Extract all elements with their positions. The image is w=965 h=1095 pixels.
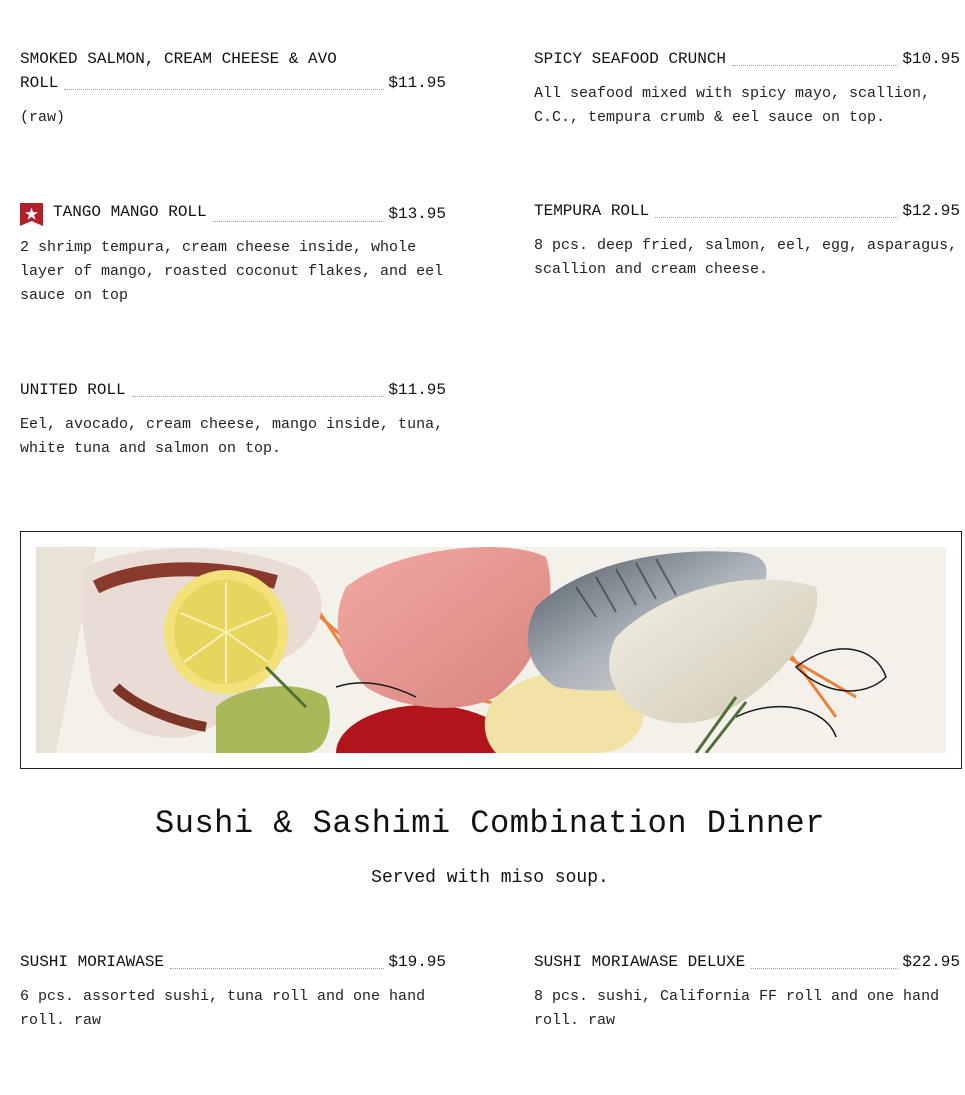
sashimi-platter-photo	[36, 547, 946, 753]
menu-item-tempura-roll	[534, 199, 960, 282]
item-price: $11.95	[388, 74, 446, 92]
star-icon	[20, 203, 43, 226]
item-name: TANGO MANGO ROLL	[53, 203, 207, 221]
photo-frame	[20, 531, 962, 769]
section-subtitle: Served with miso soup.	[371, 868, 609, 888]
section-title: Sushi & Sashimi Combination Dinner	[155, 805, 825, 842]
dot-leader	[732, 65, 898, 66]
menu-item-united-roll	[20, 378, 446, 461]
item-name: TEMPURA ROLL	[534, 202, 650, 220]
menu-item-spicy-seafood-crunch	[534, 47, 960, 130]
item-price: $22.95	[902, 953, 960, 971]
menu-item-smoked-salmon	[20, 47, 446, 130]
item-price: $12.95	[902, 202, 960, 220]
item-description: Eel, avocado, cream cheese, mango inside, tuna, white tuna and salmon on top.	[20, 416, 444, 457]
dot-leader	[213, 221, 385, 222]
item-description: 8 pcs. sushi, California FF roll and one hand roll. raw	[534, 988, 940, 1029]
dot-leader	[64, 89, 384, 90]
item-description: 8 pcs. deep fried, salmon, eel, egg, asparagus, scallion and cream cheese.	[534, 237, 958, 278]
item-description: 6 pcs. assorted sushi, tuna roll and one hand roll. raw	[20, 988, 426, 1029]
item-name: SUSHI MORIAWASE	[20, 953, 165, 971]
item-name: SUSHI MORIAWASE DELUXE	[534, 953, 746, 971]
menu-item-sushi-moriawase-deluxe	[534, 950, 960, 1033]
item-description: (raw)	[20, 109, 66, 126]
dot-leader	[655, 217, 898, 218]
item-price: $11.95	[388, 381, 446, 399]
item-price: $10.95	[902, 50, 960, 68]
dot-leader	[170, 968, 384, 969]
item-name: UNITED ROLL	[20, 381, 126, 399]
item-name-line1: SMOKED SALMON, CREAM CHEESE & AVO	[20, 50, 337, 68]
item-name: SPICY SEAFOOD CRUNCH	[534, 50, 727, 68]
item-name-line2: ROLL	[20, 74, 59, 92]
dot-leader	[132, 396, 385, 397]
item-price: $19.95	[388, 953, 446, 971]
dot-leader	[751, 968, 898, 969]
menu-item-tango-mango-roll	[20, 199, 446, 308]
item-description: 2 shrimp tempura, cream cheese inside, whole layer of mango, roasted coconut flakes, and eel sauce on top	[20, 239, 444, 304]
item-description: All seafood mixed with spicy mayo, scallion, C.C., tempura crumb & eel sauce on top.	[534, 85, 931, 126]
item-price: $13.95	[388, 205, 446, 223]
menu-item-sushi-moriawase	[20, 950, 446, 1033]
